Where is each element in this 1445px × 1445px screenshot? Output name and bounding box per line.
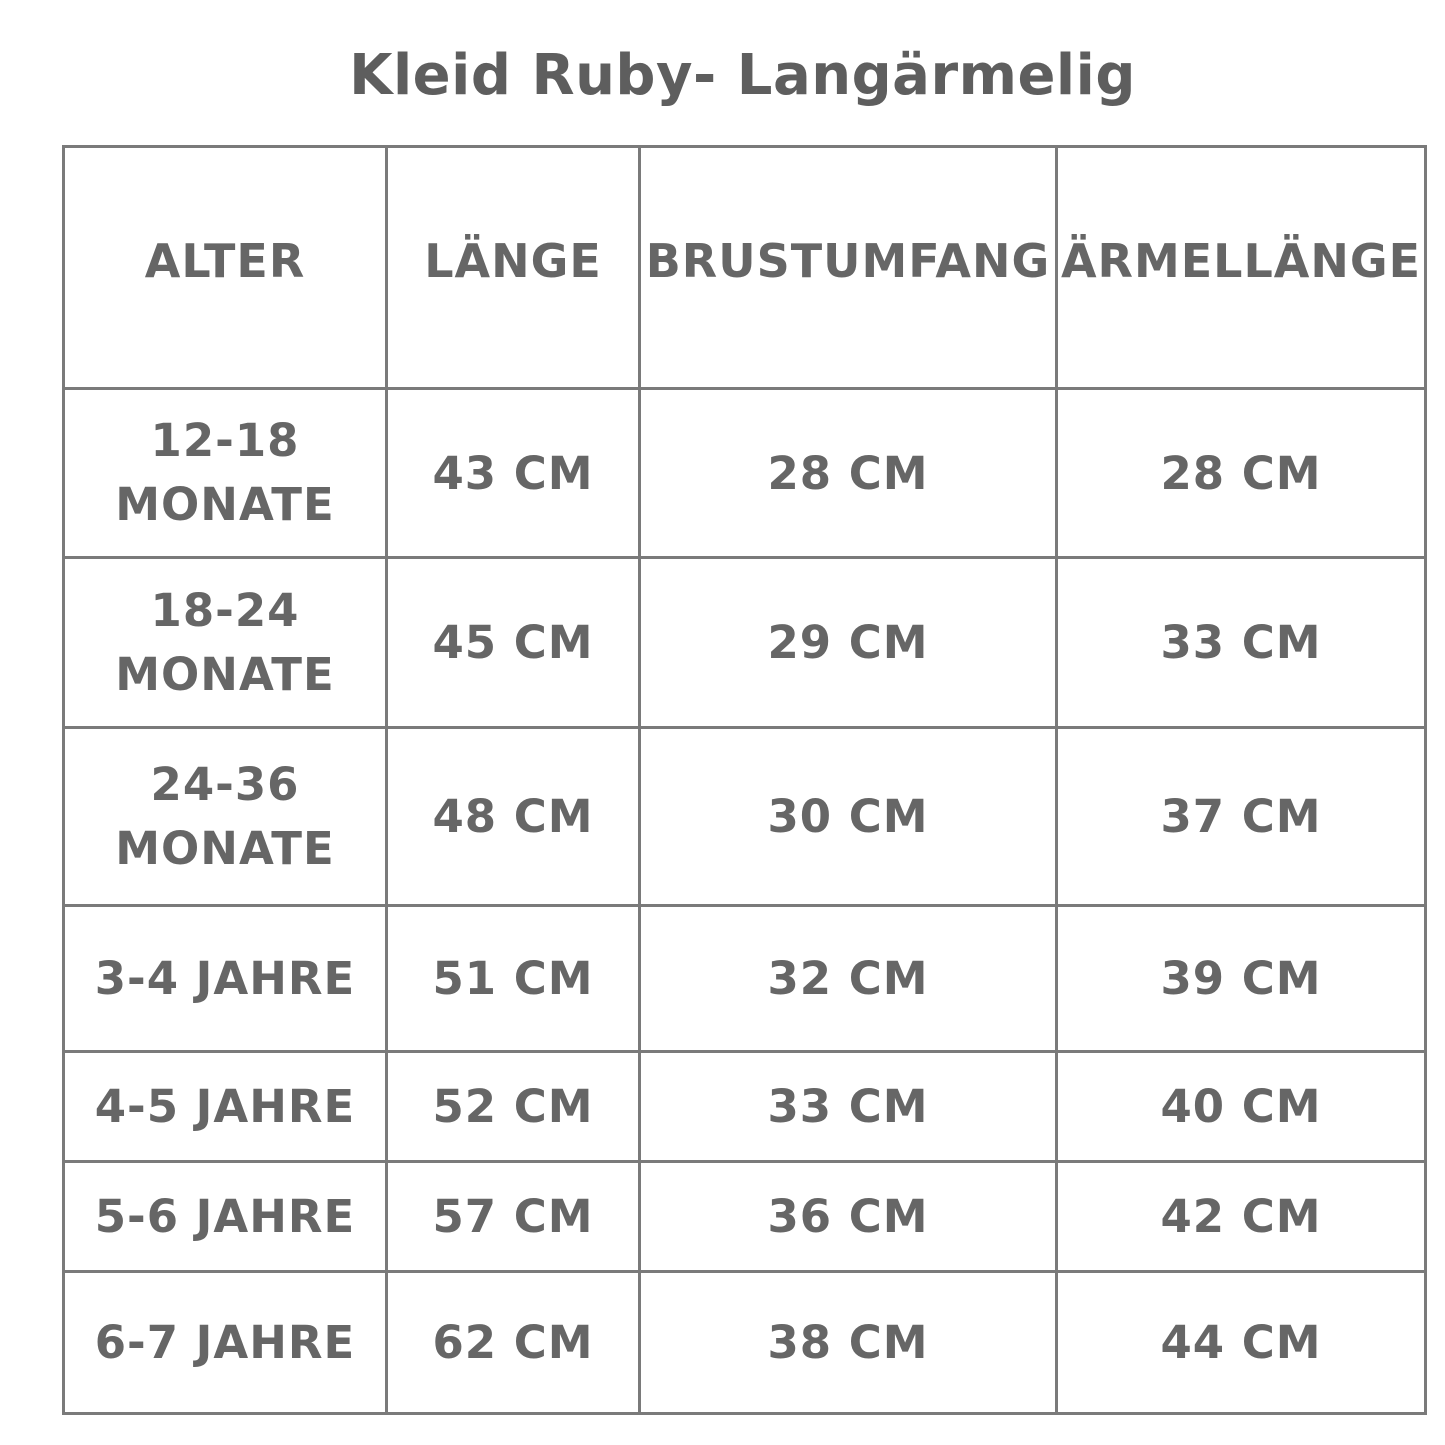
age-unit: MONATE: [115, 821, 335, 875]
brustumfang-cell: 38 CM: [640, 1272, 1057, 1414]
laenge-cell: 51 CM: [387, 906, 640, 1052]
aermellaenge-cell: 42 CM: [1057, 1162, 1426, 1272]
brustumfang-cell: 32 CM: [640, 906, 1057, 1052]
header-laenge: LÄNGE: [387, 147, 640, 389]
table-row: [64, 1272, 1426, 1414]
brustumfang-cell: 29 CM: [640, 558, 1057, 728]
table-row: [64, 389, 1426, 558]
header-alter: ALTER: [64, 147, 387, 389]
header-brustumfang: BRUSTUMFANG: [640, 147, 1057, 389]
age-cell: 6-7 JAHRE: [64, 1272, 387, 1414]
brustumfang-cell: 28 CM: [640, 389, 1057, 558]
age-unit: MONATE: [115, 478, 335, 531]
laenge-cell: 57 CM: [387, 1162, 640, 1272]
age-range: 24-36: [150, 757, 300, 811]
age-cell: 5-6 JAHRE: [64, 1162, 387, 1272]
table-row: [64, 906, 1426, 1052]
aermellaenge-cell: 37 CM: [1057, 728, 1426, 906]
age-range: 18-24: [150, 583, 300, 637]
brustumfang-cell: 30 CM: [640, 728, 1057, 906]
table-row: [64, 558, 1426, 728]
table-row: [64, 728, 1426, 906]
laenge-cell: 43 CM: [387, 389, 640, 558]
aermellaenge-cell: 40 CM: [1057, 1052, 1426, 1162]
size-chart-table: [62, 145, 1427, 1415]
table-row: [64, 1162, 1426, 1272]
age-cell: [64, 389, 387, 558]
header-aermellaenge: ÄRMELLÄNGE: [1057, 147, 1426, 389]
age-cell: 4-5 JAHRE: [64, 1052, 387, 1162]
age-cell: 3-4 JAHRE: [64, 906, 387, 1052]
laenge-cell: 45 CM: [387, 558, 640, 728]
age-unit: MONATE: [115, 647, 335, 701]
brustumfang-cell: 33 CM: [640, 1052, 1057, 1162]
age-cell: [64, 728, 387, 906]
laenge-cell: 62 CM: [387, 1272, 640, 1414]
table-row: [64, 1052, 1426, 1162]
brustumfang-cell: 36 CM: [640, 1162, 1057, 1272]
aermellaenge-cell: 39 CM: [1057, 906, 1426, 1052]
table-header-row: [64, 147, 1426, 389]
aermellaenge-cell: 33 CM: [1057, 558, 1426, 728]
aermellaenge-cell: 44 CM: [1057, 1272, 1426, 1414]
age-cell: [64, 558, 387, 728]
laenge-cell: 52 CM: [387, 1052, 640, 1162]
aermellaenge-cell: 28 CM: [1057, 389, 1426, 558]
page-title: Kleid Ruby- Langärmelig: [349, 43, 1136, 108]
laenge-cell: 48 CM: [387, 728, 640, 906]
age-range: 12-18: [150, 414, 300, 467]
